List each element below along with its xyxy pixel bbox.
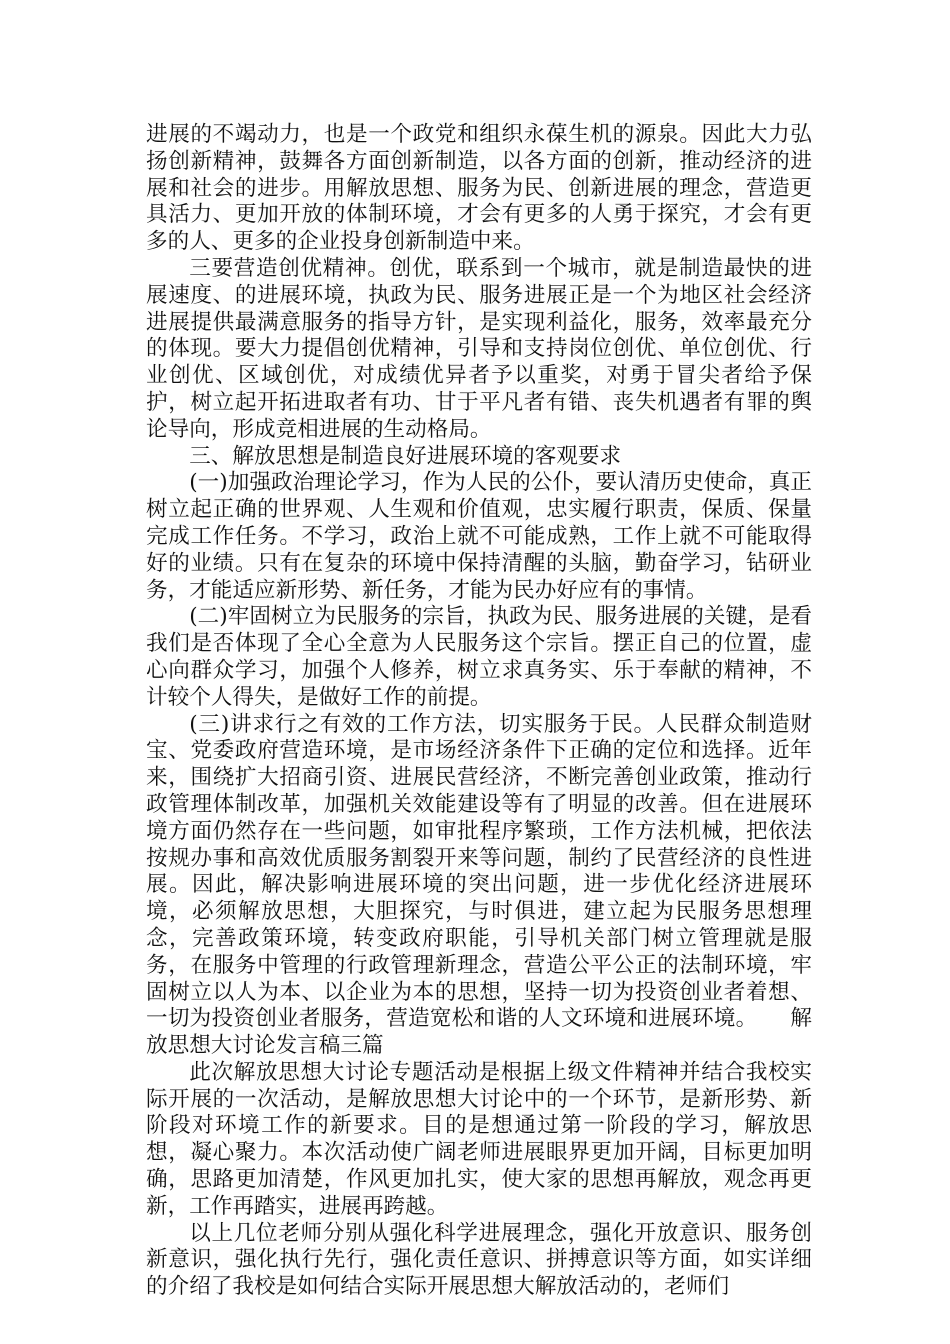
paragraph: (三)讲求行之有效的工作方法，切实服务于民。人民群众制造财宝、党委政府营造环境，是市场经济条件下正确的定位和选择。近年来，围绕扩大招商引资、进展民营经济，不断完善创业政策，推动行政管理体制改革，加强机关效能建设等有了明显的改善。但在进展环境方面仍然存在一些问题，如审批程序繁琐，工作方法机械，把依法按规办事和高效优质服务割裂开来等问题，制约了民营经济的良性进展。因此，解决影响进展环境的突出问题，进一步优化经济进展环境，必须解放思想，大胆探究，与时俱进，建立起为民服务思想理念，完善政策环境，转变政府职能，引导机关部门树立管理就是服务，在服务中管理的行政管理新理念，营造公平公正的法制环境，牢固树立以人为本、以企业为本的思想，坚持一切为投资创业者着想、一切为投资创业者服务，营造宽松和谐的人文环境和进展环境。 解放思想大讨论发言稿三篇 (146, 711, 812, 1059)
section-heading: 三、解放思想是制造良好进展环境的客观要求 (189, 443, 622, 469)
paragraph: (一)加强政治理论学习，作为人民的公仆，要认清历史使命，真正树立起正确的世界观、人生观和价值观，忠实履行职责，保质、保量完成工作任务。不学习，政治上就不可能成熟，工作上就不可能取得好的业绩。只有在复杂的环境中保持清醒的头脑，勤奋学习，钻研业务，才能适应新形势、新任务，才能为民办好应有的事情。 (146, 470, 812, 603)
paragraph: 三要营造创优精神。创优，联系到一个城市，就是制造最快的进展速度、的进展环境，执政为民、服务进展正是一个为地区社会经济进展提供最满意服务的指导方针，是实现利益化，服务，效率最充分的体现。要大力提倡创优精神，引导和支持岗位创优、单位创优、行业创优、区域创优，对成绩优异者予以重奖，对勇于冒尖者给予保护，树立起开拓进取者有功、甘于平凡者有错、丧失机遇者有罪的舆论导向，形成竞相进展的生动格局。 (146, 255, 812, 442)
paragraph: 进展的不竭动力，也是一个政党和组织永葆生机的源泉。因此大力弘扬创新精神，鼓舞各方面创新制造，以各方面的创新，推动经济的进展和社会的进步。用解放思想、服务为民、创新进展的理念，营造更具活力、更加开放的体制环境，才会有更多的人勇于探究，才会有更多的人、更多的企业投身创新制造中来。 (146, 122, 812, 255)
paragraph: 以上几位老师分别从强化科学进展理念，强化开放意识、服务创新意识，强化执行先行，强化责任意识、拼搏意识等方面，如实详细的介绍了我校是如何结合实际开展思想大解放活动的，老师们 (146, 1220, 812, 1300)
paragraph: 此次解放思想大讨论专题活动是根据上级文件精神并结合我校实际开展的一次活动，是解放思想大讨论中的一个环节，是新形势、新阶段对环境工作的新要求。目的是想通过第一阶段的学习，解放思想，凝心聚力。本次活动使广阔老师进展眼界更加开阔，目标更加明确，思路更加清楚，作风更加扎实，使大家的思想再解放，观念再更新，工作再踏实，进展再跨越。 (146, 1059, 812, 1219)
paragraph: (二)牢固树立为民服务的宗旨，执政为民、服务进展的关键，是看我们是否体现了全心全意为人民服务这个宗旨。摆正自己的位置，虚心向群众学习，加强个人修养，树立求真务实、乐于奉献的精神，不计较个人得失，是做好工作的前提。 (146, 604, 812, 710)
document-body (146, 122, 812, 1301)
